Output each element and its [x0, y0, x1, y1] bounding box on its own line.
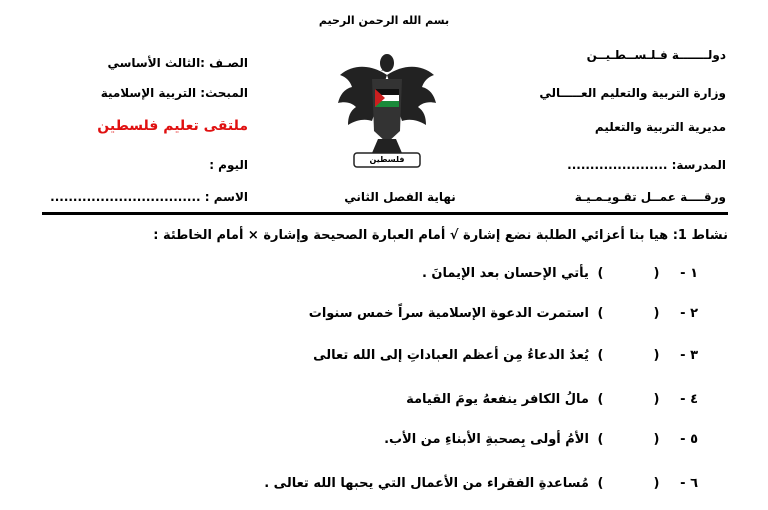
grade-label: الصـف :الثالث الأساسي — [107, 56, 248, 70]
question-text: مُساعدةِ الفقراء من الأعمال التي يحبها الله تعالى . — [264, 476, 589, 491]
question-number: ٥ - — [680, 432, 698, 447]
answer-box[interactable]: () — [597, 392, 660, 407]
name-field: الاسم : ................................. — [50, 190, 248, 204]
question-number: ١ - — [680, 266, 698, 281]
list-item — [264, 476, 698, 498]
question-number: ٢ - — [680, 306, 698, 321]
emblem-caption: فلسطين — [369, 155, 405, 164]
bismillah: بسم الله الرحمن الرحيم — [318, 14, 450, 27]
question-text: مالُ الكافر ينفعهُ يومَ القيامة — [406, 392, 589, 407]
answer-box[interactable]: () — [597, 306, 660, 321]
ministry-name: وزارة التربية والتعليم العـــــالي — [539, 86, 726, 100]
list-item — [309, 306, 698, 328]
question-number: ٣ - — [680, 348, 698, 363]
day-field: اليوم : — [209, 158, 248, 172]
answer-box[interactable]: () — [597, 432, 660, 447]
worksheet-title: ورقــــة عمــل تقـويـمـيـة — [574, 190, 726, 204]
question-text: يأتي الإحسان بعد الإيمانَ . — [421, 266, 589, 281]
answer-box[interactable]: () — [597, 266, 660, 281]
directorate-name: مديرية التربية والتعليم — [594, 120, 726, 134]
list-item — [406, 392, 698, 414]
answer-box[interactable]: () — [597, 476, 660, 491]
question-number: ٤ - — [680, 392, 698, 407]
list-item — [422, 266, 698, 288]
header-divider — [42, 212, 728, 215]
question-text: الأمُ أولى بِصحبةِ الأبناءِ من الأب. — [384, 432, 589, 447]
task-title: نشاط 1: هيا بنا أعزائي الطلبة نضع إشارة √ أمام العبارة الصحيحة وإشارة × أمام الخاطئة : — [153, 228, 728, 243]
answer-box[interactable]: () — [597, 348, 660, 363]
question-text: استمرت الدعوة الإسلامية سراً خمس سنوات — [308, 306, 589, 321]
brand-text: ملتقى تعليم فلسطين — [97, 118, 248, 134]
question-number: ٦ - — [680, 476, 698, 491]
state-name: دولـــــــة فـلـســطـيــن — [586, 48, 726, 62]
question-text: يُعدُ الدعاءُ مِن أعظم العباداتِ إلى الله تعالى — [313, 348, 589, 363]
list-item — [313, 348, 698, 370]
term-label: نهاية الفصل الثاني — [344, 190, 456, 204]
subject-label: المبحث: التربية الإسلامية — [100, 86, 248, 100]
school-field: المدرسة: ...................... — [567, 158, 726, 172]
list-item — [384, 432, 698, 454]
